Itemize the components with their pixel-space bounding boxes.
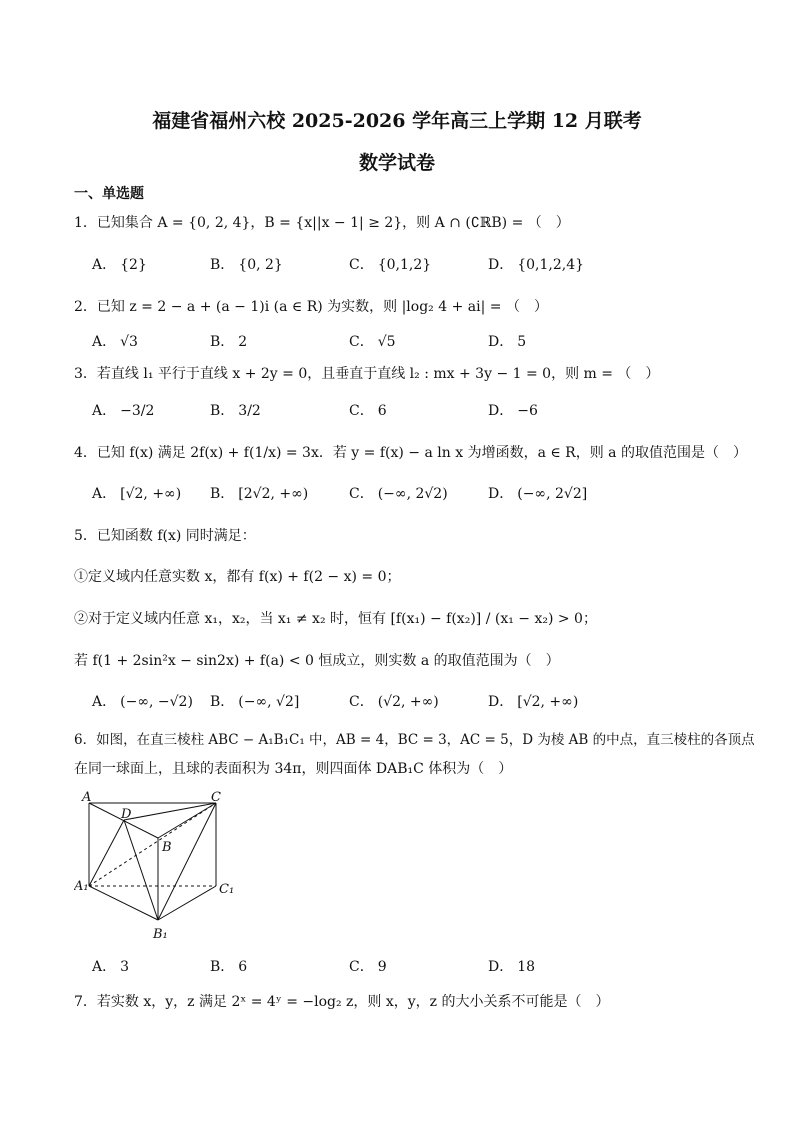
segment-a1-c	[89, 803, 216, 886]
question-5-stem: 5．已知函数 f(x) 同时满足：	[74, 528, 256, 544]
option-c: C． 6	[349, 403, 387, 419]
page-title: 福建省福州六校 2025-2026 学年高三上学期 12 月联考	[152, 110, 642, 132]
label-a1: A₁	[74, 879, 89, 894]
label-c: C	[211, 790, 221, 805]
label-d: D	[121, 807, 132, 822]
option-b: B． {0, 2}	[210, 257, 283, 273]
option-b: B． [2√2, +∞)	[210, 486, 309, 502]
option-c: C． {0,1,2}	[349, 257, 432, 273]
option-c: C． (−∞, 2√2)	[349, 486, 448, 502]
option-a: A． [√2, +∞)	[92, 486, 182, 502]
option-b: B． 6	[210, 959, 248, 975]
question-4-stem: 4．已知 f(x) 满足 2f(x) + f(1/x) = 3x．若 y = f(x) − a ln x 为增函数，a ∈ R，则 a 的取值范围是（ ）	[74, 445, 747, 461]
question-5-condition-1: ①定义域内任意实数 x，都有 f(x) + f(2 − x) = 0；	[74, 569, 401, 585]
question-6-stem-line-2: 在同一球面上，且球的表面积为 34π，则四面体 DAB₁C 体积为（ ）	[74, 761, 513, 777]
option-d: D． 18	[488, 959, 536, 975]
question-3-stem: 3．若直线 l₁ 平行于直线 x + 2y = 0，且垂直于直线 l₂ : mx + 3y − 1 = 0，则 m = （ ）	[74, 366, 660, 382]
option-d: D． 5	[488, 334, 527, 350]
option-d: D． (−∞, 2√2]	[488, 486, 588, 502]
prism-diagram	[74, 788, 244, 948]
question-2-stem: 2．已知 z = 2 − a + (a − 1)i (a ∈ R) 为实数，则 |log₂ 4 + ai| = （ ）	[74, 299, 548, 315]
question-5-condition-2: ②对于定义域内任意 x₁，x₂，当 x₁ ≠ x₂ 时，恒有 [f(x₁) − f(x₂)] / (x₁ − x₂) > 0；	[74, 611, 597, 627]
question-1-stem: 1．已知集合 A = {0, 2, 4}，B = {x||x − 1| ≥ 2}，则 A ∩ (∁ℝB) = （ ）	[74, 215, 570, 231]
option-d: D． −6	[488, 403, 538, 419]
option-a: A． 3	[92, 959, 130, 975]
option-a: A． {2}	[92, 257, 147, 273]
page-subtitle: 数学试卷	[358, 152, 435, 174]
option-b: B． 3/2	[210, 403, 261, 419]
option-b: B． 2	[210, 334, 248, 350]
option-d: D． {0,1,2,4}	[488, 257, 585, 273]
question-5-condition-3: 若 f(1 + 2sin²x − sin2x) + f(a) < 0 恒成立，则实数 a 的取值范围为（ ）	[74, 653, 560, 669]
segment-d-a1	[89, 820, 124, 886]
option-d: D． [√2, +∞)	[488, 694, 579, 710]
prism-figure	[74, 788, 244, 948]
question-7-stem: 7．若实数 x，y，z 满足 2ˣ = 4ʸ = −log₂ z，则 x，y，z 的大小关系不可能是（ ）	[74, 994, 610, 1010]
option-c: C． 9	[349, 959, 387, 975]
section-heading: 一、单选题	[74, 186, 144, 202]
option-c: C． √5	[349, 334, 396, 350]
option-a: A． √3	[92, 334, 138, 350]
label-b: B	[162, 840, 172, 855]
label-c1: C₁	[219, 882, 235, 897]
option-a: A． −3/2	[92, 403, 155, 419]
option-a: A． (−∞, −√2)	[92, 694, 193, 710]
question-6-stem-line-1: 6．如图，在直三棱柱 ABC − A₁B₁C₁ 中，AB = 4，BC = 3，AC = 5，D 为棱 AB 的中点，直三棱柱的各顶点	[74, 732, 755, 748]
option-b: B． (−∞, √2]	[210, 694, 300, 710]
label-a: A	[82, 790, 92, 805]
label-b1: B₁	[153, 927, 168, 942]
option-c: C． (√2, +∞)	[349, 694, 439, 710]
